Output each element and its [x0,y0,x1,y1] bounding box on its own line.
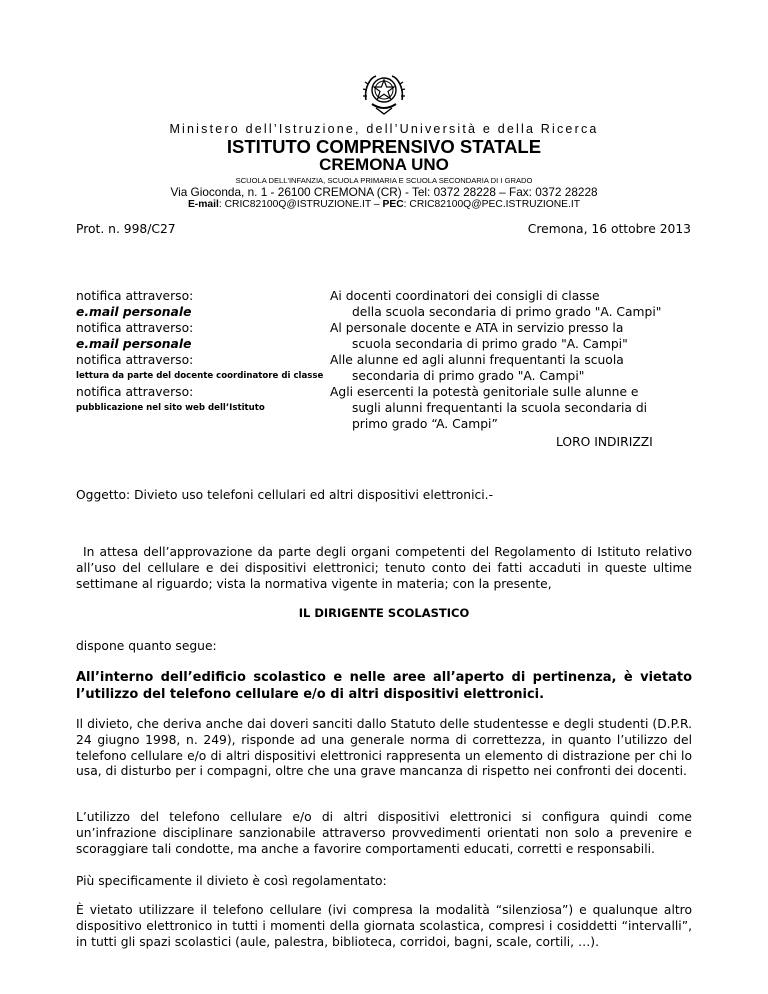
dispone-line: dispone quanto segue: [76,639,217,653]
notification-label: notifica attraverso: [76,321,194,335]
recipient-line: sugli alunni frequentanti la scuola secondaria di [352,401,648,415]
recipient-line: Al personale docente e ATA in servizio presso la [330,321,624,335]
recipient-line: della scuola secondaria di primo grado "A. Campi" [352,305,662,319]
notification-method: e.mail personale [76,337,192,351]
main-rule-paragraph: All’interno dell’edificio scolastico e nelle aree all’aperto di pertinenza, è vietato l’utilizzo del telefono cellulare e/o di altri dispositivi elettronici. [76,670,692,702]
recipient-line: scuola secondaria di primo grado "A. Campi" [352,337,628,351]
school-levels: SCUOLA DELL'INFANZIA, SCUOLA PRIMARIA E SCUOLA SECONDARIA DI I GRADO [235,176,533,185]
recipient-line: Alle alunne ed agli alunni frequentanti la scuola [330,353,624,367]
ministry-name: Ministero dell’Istruzione, dell’Università e della Ricerca [169,122,599,136]
institute-title: ISTITUTO COMPRENSIVO STATALE [226,136,542,157]
notification-label: notifica attraverso: [76,385,194,399]
recipients-closing: LORO INDIRIZZI [556,435,653,449]
institute-name: CREMONA UNO [319,155,449,174]
italian-republic-emblem-icon [362,70,406,116]
recipient-line: primo grado “A. Campi” [352,417,498,431]
body-paragraph: L’utilizzo del telefono cellulare e/o di altri dispositivi elettronici si configura quindi come un’infrazione disciplinare sanzionabile attraverso provvedimenti orientati non solo a prevenire e scoraggiare tali condotte, ma anche a favorire comportamenti educati, corretti e responsabili. [76,810,692,856]
institute-address: Via Gioconda, n. 1 - 26100 CREMONA (CR) - Tel: 0372 28228 – Fax: 0372 28228 [170,185,598,199]
recipient-line: secondaria di primo grado "A. Campi" [352,369,585,383]
notification-method: e.mail personale [76,305,192,319]
email-label: E-mail [187,199,219,210]
body-paragraph: Più specificamente il divieto è così regolamentato: [76,874,387,888]
body-paragraph: Il divieto, che deriva anche dai doveri sanciti dallo Statuto delle studentesse e degli studenti (D.P.R. 24 giugno 1998, n. 249), risponde ad una generale norma di correttezza, in quanto l’utilizzo del telefono cellulare e/o di altri dispositivi elettronici rappresenta un elemento di distrazione per chi lo usa, di disturbo per i compagni, oltre che una grave mancanza di rispetto nei confronti dei docenti. [76,717,692,779]
subject-line: Oggetto: Divieto uso telefoni cellulari ed altri dispositivi elettronici.- [76,488,494,502]
notification-label: notifica attraverso: [76,353,194,367]
notification-method: lettura da parte del docente coordinatore di classe [76,371,324,381]
notification-method: pubblicazione nel sito web dell’Istituto [76,403,265,413]
protocol-number: Prot. n. 998/C27 [76,222,176,236]
signatory-heading: IL DIRIGENTE SCOLASTICO [298,606,470,620]
body-paragraph: È vietato utilizzare il telefono cellulare (ivi compresa la modalità “silenziosa”) e qualunque altro dispositivo elettronico in tutti i momenti della giornata scolastica, compresi i cosiddetti “intervalli”, in tutti gli spazi scolastici (aule, palestra, biblioteca, corridoi, bagni, scale, cortili, …). [76,903,692,949]
recipient-line: Agli esercenti la potestà genitoriale sulle alunne e [330,385,639,399]
document-date: Cremona, 16 ottobre 2013 [527,222,691,236]
intro-paragraph: In attesa dell’approvazione da parte degli organi competenti del Regolamento di Istituto relativo all’uso del cellulare e dei dispositivi elettronici; tenuto conto dei fatti accaduti in queste ultime settimane al riguardo; vista la normativa vigente in materia; con la presente, [76,545,692,591]
pec-value[interactable]: : CRIC82100Q@PEC.ISTRUZIONE.IT [403,199,581,210]
email-value[interactable]: : CRIC82100Q@ISTRUZIONE.IT – [218,199,383,210]
pec-label: PEC [382,199,404,210]
notification-label: notifica attraverso: [76,289,194,303]
recipient-line: Ai docenti coordinatori dei consigli di classe [330,289,600,303]
institute-emails [0,199,768,210]
